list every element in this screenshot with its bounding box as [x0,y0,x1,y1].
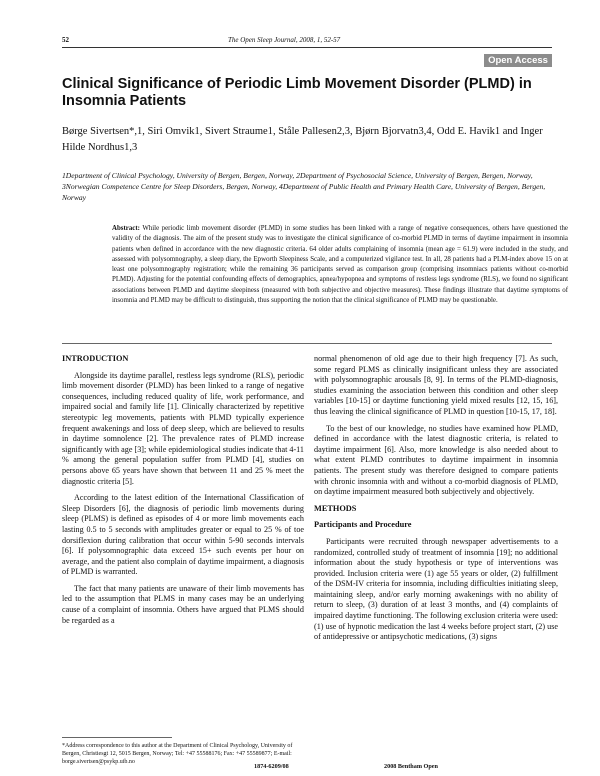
correspondence-footnote: *Address correspondence to this author at the Department of Clinical Psychology, University of Bergen, Christiesgt 12, 5015 Bergen, Norway; Tel: +47 55588176; Fax: +47 55589877; E-mail: borge.sivertsen@psykp.uib.no [62,743,293,765]
methods-paragraph: Participants were recruited through newspaper advertisements to a randomized, controlled study of treatment of insomnia [19]; no additional information about the study hypothesis or type of interventions was provided. Inclusion criteria were (1) age 55 years or older, (2) fulfillment of the DSM-IV criteria for insomnia, including difficulties initiating sleep, maintaining sleep, and/or early morning awakenings with no ability of return to sleep, (3) duration of at least 3 months, and (4) complaints of impaired daytime functioning. The following exclusion criteria were used: (1) use of hypnotic medication the last 4 weeks before project start, (2) use of antidepressive or antipsychotic medications, (3) signs [314,536,558,642]
intro-paragraph: Alongside its daytime parallel, restless legs syndrome (RLS), periodic limb movement disorder (PLMD) has been linked to a range of negative consequences, including reduced quality of life, work performance, and impaired social and family life [1]. Clinically characterized by repetitive stereotypic leg movements, patients with PLMD typically experience frequent awakenings and loss of deep sleep, which are believed to results in daytime somnolence [2]. The prevalence rates of PLMD increase significantly with age [3]; while epidemiological studies indicate that 4-11 % among the general population suffer from PLMD [4], studies on persons above 65 years have shown that between 11 and 25 % meet the diagnostic criteria [5]. [62,370,304,486]
footer-publisher: 2008 Bentham Open [384,763,438,770]
introduction-heading: INTRODUCTION [62,354,129,363]
intro-paragraph: According to the latest edition of the International Classification of Sleep Disorders [6], the diagnosis of periodic limb movements during sleep (PLMS) is defined as episodes of 4 or more limb movements each lasting 0.5 to 5 seconds with amplitudes greater or equal to 25 % of toe dorsiflexion during calibration that occur within 5-90 seconds intervals [6]. If polysomnographic data exceed 15+ such events per hour on average, and the patient also complain of daytime impairment, a diagnosis of PLMD is warranted. [62,493,304,577]
page-number: 52 [62,36,69,44]
journal-citation: The Open Sleep Journal, 2008, 1, 52-57 [228,36,341,44]
footnote-rule [62,737,172,738]
article-title: Clinical Significance of Periodic Limb Movement Disorder (PLMD) in Insomnia Patients [62,76,532,109]
left-column [62,354,304,632]
abstract-text: While periodic limb movement disorder (PLMD) in some studies has been linked with a range of negative consequences, others have questioned the validity of the diagnosis. The aim of the present study was to investigate the clinical significance of co-morbid PLMD in terms of daytime impairment in insomnia patients when defined in accordance with the new diagnostic criteria. 64 older adults complaining of insomnia (mean age = 61.9) were included in the study, and assessed with polysomnography, a sleep diary, the Epworth Sleepiness Scale, and a computerized vigilance test. In all, 28 patients had a PLM-index above 15 on at least one polysomnography registration; while the remaining 36 participants served as comparison group (comprising insomniacs patients without co-morbid PLMD). Adjusting for the potential confounding effects of demographics, apnea/hypopnea and symptoms of restless legs syndrome (RLS), we found no significant associations between PLMD and daytime sleepiness (measured with both subjective and objective measures). These findings illustrate that daytime symptoms of insomnia and PLMD may be difficult to distinguish, thus supporting the notion that the clinical significance of PLMD may be questionable. [112,225,568,305]
affiliations: 1Department of Clinical Psychology, University of Bergen, Bergen, Norway, 2Department of Psychosocial Science, University of Bergen, Bergen, Norway, 3Norwegian Competence Centre for Sleep Disorders, Bergen, Norway, 4Department of Public Health and Primary Health Care, University of Bergen, Bergen, Norway [62,171,546,202]
methods-heading: METHODS [314,503,357,513]
body-divider [62,343,552,344]
footer-issn: 1874-6209/08 [254,763,289,770]
intro-paragraph: The fact that many patients are unaware of their limb movements has led to the assumption that PLMS in many cases may be an underlying cause of a complaint of insomnia. Others have argued that PLMS should be regarded as a [62,583,304,625]
right-column [314,354,558,649]
abstract [112,224,568,306]
abstract-label: Abstract: [112,225,140,232]
participants-subheading: Participants and Procedure [314,520,412,530]
author-list: Børge Sivertsen*,1, Siri Omvik1, Sivert Straume1, Ståle Pallesen2,3, Bjørn Bjorvatn3,4, Odd E. Havik1 and Inger Hilde Nordhus1,3 [62,126,543,153]
open-access-badge: Open Access [484,54,552,67]
intro-paragraph-continued: normal phenomenon of old age due to their high frequency [7]. As such, some regard PLMS as clinically insignificant unless they are associated with polysomnographic arousals [8, 9]. In terms of the PLMD-diagnosis, studies examining the association between this condition and other sleep variables [10-15] or daytime functioning yield mixed results [12, 15, 16], thus leaving the clinical significance of PLMD in question [10-15, 17, 18]. [314,354,558,416]
intro-paragraph: To the best of our knowledge, no studies have examined how PLMD, defined in accordance with the latest diagnostic criteria, is related to daytime impairment [6]. Also, more knowledge is also needed about to what extent PLMD contributes to daytime impairment in insomnia patients. The present study was therefore designed to compare patients with chronic insomnia with and without a co-morbid diagnosis of PLMD, on daytime impairment measured both subjectively and objectively. [314,423,558,497]
header-rule [62,47,552,48]
